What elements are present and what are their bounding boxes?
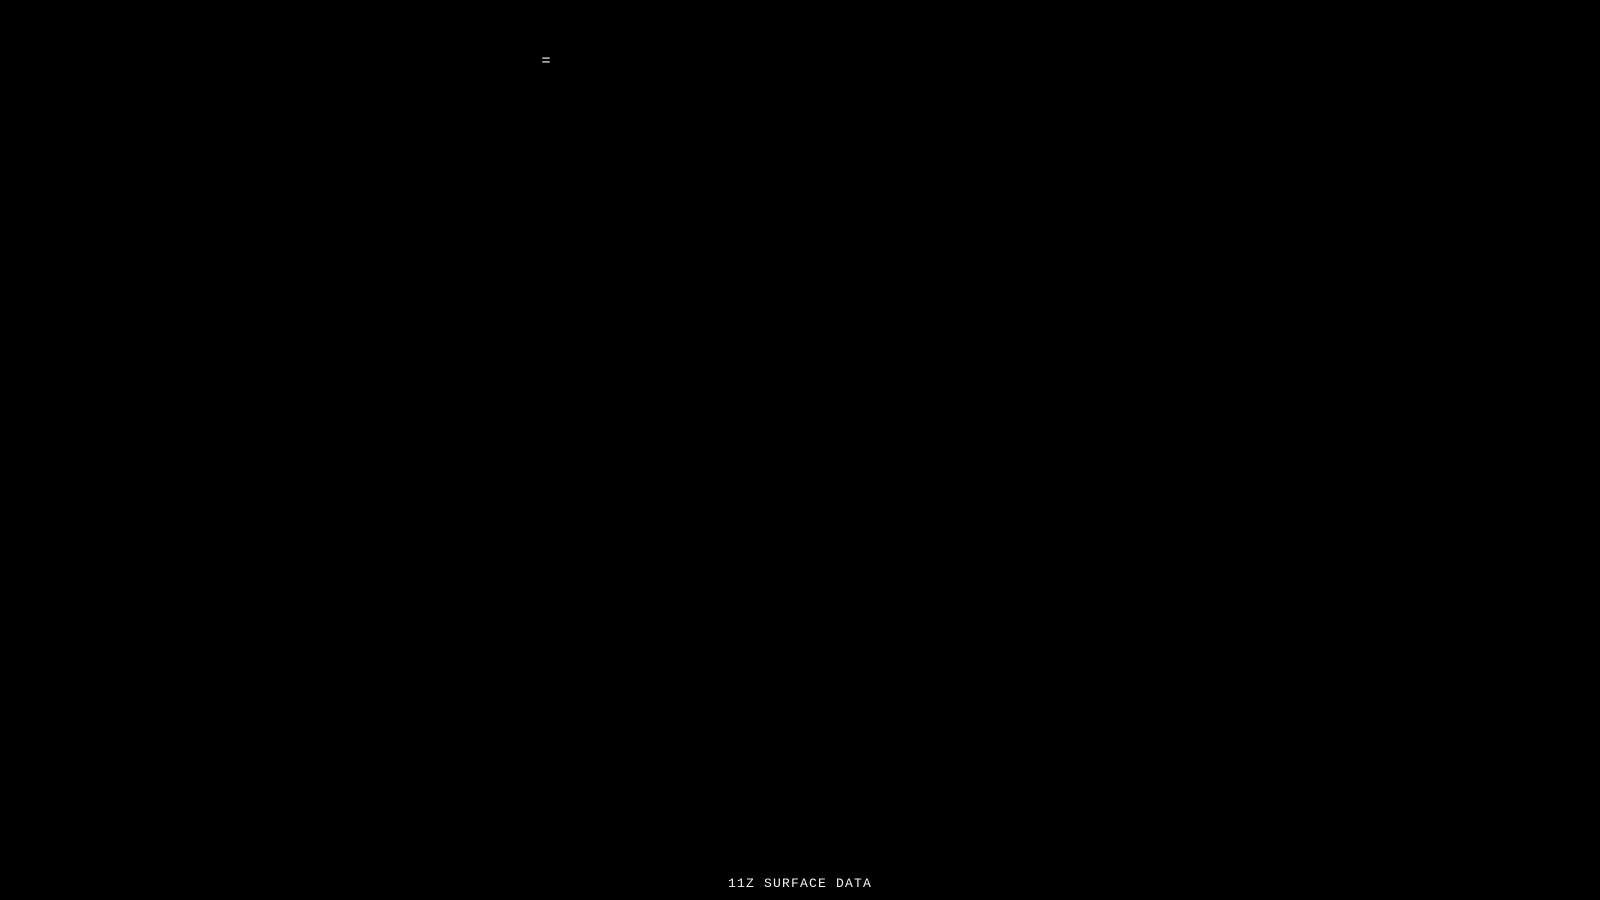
equals-marker-icon: = — [541, 53, 551, 70]
surface-data-caption: 11Z SURFACE DATA — [727, 876, 873, 891]
